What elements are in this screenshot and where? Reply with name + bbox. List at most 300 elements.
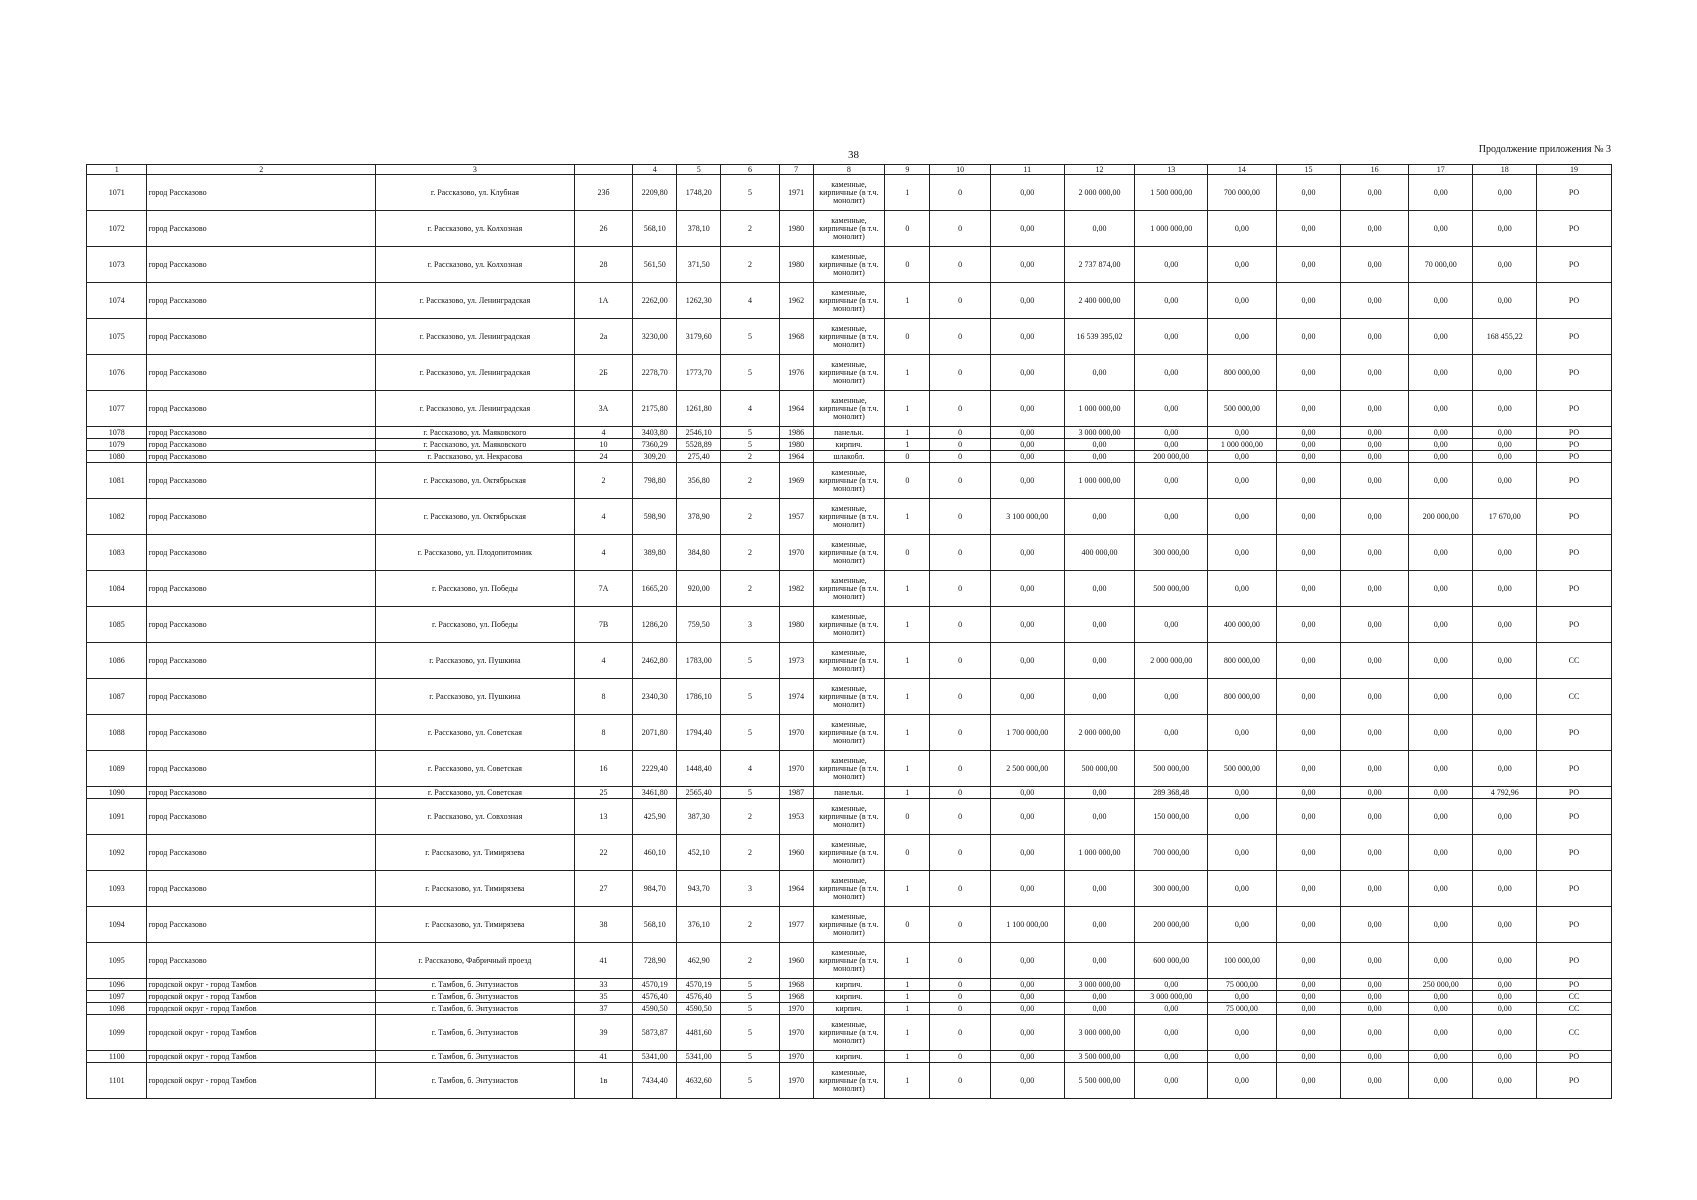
municipality-cell: город Рассказово [147,679,376,715]
address-cell: г. Рассказово, ул. Советская [375,751,574,787]
total-area-cell: 2175,80 [633,391,677,427]
col-11-cell: 1 700 000,00 [990,715,1064,751]
col-15-cell: 0,00 [1276,535,1341,571]
row-number-cell: 1101 [87,1063,147,1099]
table-row [87,607,1612,643]
col-11-cell: 0,00 [990,979,1064,991]
col-15-cell: 0,00 [1276,1015,1341,1051]
col-15-cell: 0,00 [1276,751,1341,787]
municipality-cell: город Рассказово [147,943,376,979]
col-16-cell: 0,00 [1341,607,1409,643]
col-19-cell: РО [1537,439,1612,451]
house-number-cell: 27 [574,871,632,907]
floors-cell: 5 [721,1015,779,1051]
col-18-cell: 0,00 [1473,907,1537,943]
col-15-cell: 0,00 [1276,175,1341,211]
floors-cell: 3 [721,607,779,643]
residential-area-cell: 356,80 [677,463,721,499]
year-built-cell: 1974 [779,679,813,715]
col-9-cell: 0 [885,319,930,355]
col-13-cell: 0,00 [1135,607,1208,643]
wall-material-cell: каменные, кирпичные (в т.ч. монолит) [813,175,885,211]
col-12-cell: 2 000 000,00 [1064,175,1135,211]
col-9-cell: 1 [885,1015,930,1051]
col-17-cell: 0,00 [1408,319,1473,355]
year-built-cell: 1987 [779,787,813,799]
wall-material-cell: кирпич. [813,1051,885,1063]
row-number-cell: 1085 [87,607,147,643]
floors-cell: 5 [721,679,779,715]
address-cell: г. Рассказово, ул. Некрасова [375,451,574,463]
wall-material-cell: каменные, кирпичные (в т.ч. монолит) [813,943,885,979]
col-10-cell: 0 [930,643,990,679]
house-number-cell: 41 [574,943,632,979]
floors-cell: 2 [721,211,779,247]
total-area-cell: 460,10 [633,835,677,871]
row-number-cell: 1071 [87,175,147,211]
col-9-cell: 1 [885,427,930,439]
residential-area-cell: 387,30 [677,799,721,835]
row-number-cell: 1075 [87,319,147,355]
residential-area-cell: 920,00 [677,571,721,607]
total-area-cell: 3230,00 [633,319,677,355]
col-17-cell: 70 000,00 [1408,247,1473,283]
col-16-cell: 0,00 [1341,439,1409,451]
col-19-cell: РО [1537,871,1612,907]
house-number-cell: 16 [574,751,632,787]
floors-cell: 2 [721,799,779,835]
col-16-cell: 0,00 [1341,535,1409,571]
residential-area-cell: 376,10 [677,907,721,943]
municipality-cell: город Рассказово [147,907,376,943]
row-number-cell: 1076 [87,355,147,391]
col-14-cell: 0,00 [1208,451,1277,463]
col-15-cell: 0,00 [1276,319,1341,355]
col-19-cell: РО [1537,571,1612,607]
col-11-cell: 0,00 [990,535,1064,571]
col-14-cell: 0,00 [1208,1015,1277,1051]
col-18-cell: 0,00 [1473,355,1537,391]
table-row [87,799,1612,835]
wall-material-cell: кирпич. [813,991,885,1003]
col-17-cell: 0,00 [1408,211,1473,247]
table-row [87,871,1612,907]
wall-material-cell: каменные, кирпичные (в т.ч. монолит) [813,799,885,835]
col-11-cell: 0,00 [990,439,1064,451]
col-13-cell: 200 000,00 [1135,907,1208,943]
column-number-17: 17 [1408,165,1473,175]
col-11-cell: 0,00 [990,787,1064,799]
col-16-cell: 0,00 [1341,643,1409,679]
residential-area-cell: 1794,40 [677,715,721,751]
col-11-cell: 0,00 [990,1063,1064,1099]
col-15-cell: 0,00 [1276,799,1341,835]
col-16-cell: 0,00 [1341,907,1409,943]
house-number-cell: 33 [574,979,632,991]
col-13-cell: 1 500 000,00 [1135,175,1208,211]
address-cell: г. Тамбов, б. Энтузиастов [375,991,574,1003]
col-18-cell: 0,00 [1473,871,1537,907]
year-built-cell: 1970 [779,715,813,751]
residential-area-cell: 759,50 [677,607,721,643]
total-area-cell: 425,90 [633,799,677,835]
col-10-cell: 0 [930,979,990,991]
column-number-5: 5 [677,165,721,175]
residential-area-cell: 452,10 [677,835,721,871]
col-13-cell: 0,00 [1135,319,1208,355]
col-16-cell: 0,00 [1341,1003,1409,1015]
column-number-19: 19 [1537,165,1612,175]
col-19-cell: РО [1537,1051,1612,1063]
col-9-cell: 1 [885,607,930,643]
col-12-cell: 3 000 000,00 [1064,1015,1135,1051]
col-16-cell: 0,00 [1341,211,1409,247]
wall-material-cell: каменные, кирпичные (в т.ч. монолит) [813,607,885,643]
col-15-cell: 0,00 [1276,907,1341,943]
total-area-cell: 7360,29 [633,439,677,451]
table-row [87,979,1612,991]
row-number-cell: 1088 [87,715,147,751]
house-number-cell: 38 [574,907,632,943]
address-cell: г. Рассказово, ул. Победы [375,607,574,643]
col-11-cell: 0,00 [990,247,1064,283]
address-cell: г. Рассказово, ул. Колхозная [375,211,574,247]
col-15-cell: 0,00 [1276,1003,1341,1015]
col-17-cell: 0,00 [1408,1063,1473,1099]
floors-cell: 2 [721,907,779,943]
house-number-cell: 24 [574,451,632,463]
col-12-cell: 5 500 000,00 [1064,1063,1135,1099]
floors-cell: 5 [721,643,779,679]
floors-cell: 5 [721,355,779,391]
wall-material-cell: кирпич. [813,439,885,451]
table-row [87,787,1612,799]
total-area-cell: 4576,40 [633,991,677,1003]
col-9-cell: 1 [885,439,930,451]
col-12-cell: 0,00 [1064,439,1135,451]
floors-cell: 5 [721,787,779,799]
row-number-cell: 1078 [87,427,147,439]
col-14-cell: 800 000,00 [1208,355,1277,391]
column-number-18: 18 [1473,165,1537,175]
address-cell: г. Рассказово, ул. Тимирязева [375,871,574,907]
col-11-cell: 3 100 000,00 [990,499,1064,535]
col-18-cell: 0,00 [1473,1015,1537,1051]
col-13-cell: 0,00 [1135,1003,1208,1015]
col-15-cell: 0,00 [1276,835,1341,871]
house-number-cell: 2а [574,319,632,355]
municipality-cell: город Рассказово [147,787,376,799]
col-18-cell: 0,00 [1473,535,1537,571]
col-9-cell: 0 [885,211,930,247]
house-number-cell: 13 [574,799,632,835]
col-9-cell: 0 [885,535,930,571]
address-cell: г. Рассказово, ул. Маяковского [375,427,574,439]
col-13-cell: 0,00 [1135,283,1208,319]
house-number-cell: 41 [574,1051,632,1063]
municipality-cell: город Рассказово [147,835,376,871]
col-14-cell: 0,00 [1208,799,1277,835]
col-13-cell: 300 000,00 [1135,871,1208,907]
address-cell: г. Тамбов, б. Энтузиастов [375,1051,574,1063]
row-number-cell: 1092 [87,835,147,871]
col-19-cell: РО [1537,175,1612,211]
col-11-cell: 2 500 000,00 [990,751,1064,787]
col-12-cell: 0,00 [1064,211,1135,247]
col-17-cell: 0,00 [1408,715,1473,751]
wall-material-cell: каменные, кирпичные (в т.ч. монолит) [813,1015,885,1051]
col-9-cell: 1 [885,355,930,391]
col-18-cell: 0,00 [1473,1051,1537,1063]
col-16-cell: 0,00 [1341,799,1409,835]
residential-area-cell: 2565,40 [677,787,721,799]
col-17-cell: 0,00 [1408,991,1473,1003]
total-area-cell: 2340,30 [633,679,677,715]
col-12-cell: 0,00 [1064,355,1135,391]
total-area-cell: 2462,80 [633,643,677,679]
page-number: 38 [848,149,859,161]
row-number-cell: 1080 [87,451,147,463]
residential-area-cell: 4570,19 [677,979,721,991]
wall-material-cell: каменные, кирпичные (в т.ч. монолит) [813,679,885,715]
col-17-cell: 0,00 [1408,283,1473,319]
wall-material-cell: каменные, кирпичные (в т.ч. монолит) [813,535,885,571]
col-12-cell: 0,00 [1064,643,1135,679]
address-cell: г. Рассказово, ул. Пушкина [375,679,574,715]
col-11-cell: 0,00 [990,571,1064,607]
row-number-cell: 1079 [87,439,147,451]
address-cell: г. Рассказово, ул. Ленинградская [375,391,574,427]
year-built-cell: 1970 [779,751,813,787]
floors-cell: 4 [721,391,779,427]
residential-area-cell: 5528,89 [677,439,721,451]
col-19-cell: РО [1537,283,1612,319]
column-number-13: 13 [1135,165,1208,175]
col-12-cell: 500 000,00 [1064,751,1135,787]
municipality-cell: город Рассказово [147,319,376,355]
col-10-cell: 0 [930,571,990,607]
col-18-cell: 0,00 [1473,679,1537,715]
wall-material-cell: каменные, кирпичные (в т.ч. монолит) [813,1063,885,1099]
row-number-cell: 1097 [87,991,147,1003]
column-number-12: 12 [1064,165,1135,175]
col-18-cell: 0,00 [1473,571,1537,607]
col-17-cell: 0,00 [1408,751,1473,787]
table-row [87,679,1612,715]
address-cell: г. Рассказово, ул. Пушкина [375,643,574,679]
floors-cell: 5 [721,1003,779,1015]
total-area-cell: 2071,80 [633,715,677,751]
col-14-cell: 0,00 [1208,283,1277,319]
house-number-cell: 3А [574,391,632,427]
column-number-6: 6 [721,165,779,175]
col-16-cell: 0,00 [1341,991,1409,1003]
col-18-cell: 0,00 [1473,427,1537,439]
house-number-cell: 4 [574,535,632,571]
address-cell: г. Рассказово, ул. Октябрьская [375,499,574,535]
col-17-cell: 0,00 [1408,835,1473,871]
column-number-1: 1 [87,165,147,175]
row-number-cell: 1083 [87,535,147,571]
total-area-cell: 5341,00 [633,1051,677,1063]
floors-cell: 2 [721,571,779,607]
col-9-cell: 1 [885,1051,930,1063]
row-number-cell: 1082 [87,499,147,535]
residential-area-cell: 1748,20 [677,175,721,211]
col-14-cell: 0,00 [1208,427,1277,439]
municipality-cell: город Рассказово [147,871,376,907]
col-16-cell: 0,00 [1341,283,1409,319]
col-17-cell: 0,00 [1408,427,1473,439]
wall-material-cell: каменные, кирпичные (в т.ч. монолит) [813,283,885,319]
municipality-cell: город Рассказово [147,535,376,571]
col-10-cell: 0 [930,871,990,907]
floors-cell: 5 [721,1051,779,1063]
address-cell: г. Рассказово, ул. Совхозная [375,799,574,835]
house-number-cell: 25 [574,787,632,799]
col-14-cell: 0,00 [1208,211,1277,247]
col-10-cell: 0 [930,451,990,463]
wall-material-cell: каменные, кирпичные (в т.ч. монолит) [813,571,885,607]
table-row [87,439,1612,451]
column-number-blank [574,165,632,175]
municipality-cell: городской округ - город Тамбов [147,979,376,991]
house-number-cell: 39 [574,1015,632,1051]
col-12-cell: 0,00 [1064,991,1135,1003]
col-16-cell: 0,00 [1341,751,1409,787]
col-14-cell: 500 000,00 [1208,391,1277,427]
row-number-cell: 1077 [87,391,147,427]
col-11-cell: 0,00 [990,175,1064,211]
municipality-cell: город Рассказово [147,175,376,211]
col-17-cell: 0,00 [1408,355,1473,391]
col-9-cell: 1 [885,643,930,679]
col-16-cell: 0,00 [1341,979,1409,991]
address-cell: г. Тамбов, б. Энтузиастов [375,1063,574,1099]
column-number-7: 7 [779,165,813,175]
col-19-cell: СС [1537,679,1612,715]
col-17-cell: 0,00 [1408,1015,1473,1051]
col-18-cell: 0,00 [1473,247,1537,283]
residential-area-cell: 4590,50 [677,1003,721,1015]
col-19-cell: РО [1537,451,1612,463]
col-17-cell: 0,00 [1408,679,1473,715]
col-16-cell: 0,00 [1341,943,1409,979]
col-11-cell: 0,00 [990,451,1064,463]
year-built-cell: 1969 [779,463,813,499]
wall-material-cell: панельн. [813,427,885,439]
col-12-cell: 3 000 000,00 [1064,427,1135,439]
table-row [87,463,1612,499]
total-area-cell: 598,90 [633,499,677,535]
municipality-cell: город Рассказово [147,427,376,439]
residential-area-cell: 275,40 [677,451,721,463]
col-14-cell: 0,00 [1208,247,1277,283]
col-9-cell: 1 [885,391,930,427]
total-area-cell: 7434,40 [633,1063,677,1099]
row-number-cell: 1081 [87,463,147,499]
col-9-cell: 0 [885,835,930,871]
wall-material-cell: каменные, кирпичные (в т.ч. монолит) [813,835,885,871]
floors-cell: 2 [721,943,779,979]
municipality-cell: город Рассказово [147,715,376,751]
total-area-cell: 3403,80 [633,427,677,439]
year-built-cell: 1973 [779,643,813,679]
col-19-cell: СС [1537,643,1612,679]
col-16-cell: 0,00 [1341,427,1409,439]
col-10-cell: 0 [930,463,990,499]
col-9-cell: 1 [885,715,930,751]
address-cell: г. Рассказово, ул. Плодопитомник [375,535,574,571]
col-13-cell: 3 000 000,00 [1135,991,1208,1003]
col-9-cell: 1 [885,979,930,991]
col-14-cell: 0,00 [1208,463,1277,499]
col-19-cell: РО [1537,799,1612,835]
col-9-cell: 1 [885,283,930,319]
floors-cell: 5 [721,319,779,355]
appendix-continuation-label: Продолжение приложения № 3 [1478,144,1611,155]
year-built-cell: 1970 [779,1015,813,1051]
residential-area-cell: 2546,10 [677,427,721,439]
col-19-cell: РО [1537,751,1612,787]
row-number-cell: 1099 [87,1015,147,1051]
col-13-cell: 0,00 [1135,679,1208,715]
col-14-cell: 0,00 [1208,715,1277,751]
residential-area-cell: 378,10 [677,211,721,247]
col-17-cell: 0,00 [1408,571,1473,607]
table-row [87,211,1612,247]
floors-cell: 2 [721,247,779,283]
col-10-cell: 0 [930,907,990,943]
col-9-cell: 1 [885,175,930,211]
col-18-cell: 0,00 [1473,991,1537,1003]
municipality-cell: городской округ - город Тамбов [147,1003,376,1015]
col-15-cell: 0,00 [1276,451,1341,463]
col-13-cell: 0,00 [1135,355,1208,391]
col-16-cell: 0,00 [1341,451,1409,463]
col-19-cell: РО [1537,463,1612,499]
address-cell: г. Рассказово, ул. Колхозная [375,247,574,283]
column-number-15: 15 [1276,165,1341,175]
col-11-cell: 0,00 [990,1003,1064,1015]
col-18-cell: 17 670,00 [1473,499,1537,535]
address-cell: г. Рассказово, ул. Маяковского [375,439,574,451]
house-number-cell: 26 [574,211,632,247]
col-15-cell: 0,00 [1276,283,1341,319]
col-14-cell: 0,00 [1208,787,1277,799]
row-number-cell: 1087 [87,679,147,715]
col-15-cell: 0,00 [1276,979,1341,991]
table-row [87,835,1612,871]
col-19-cell: РО [1537,319,1612,355]
col-16-cell: 0,00 [1341,835,1409,871]
col-13-cell: 0,00 [1135,1051,1208,1063]
row-number-cell: 1086 [87,643,147,679]
col-9-cell: 1 [885,679,930,715]
col-13-cell: 289 368,48 [1135,787,1208,799]
col-18-cell: 0,00 [1473,607,1537,643]
col-14-cell: 0,00 [1208,571,1277,607]
col-10-cell: 0 [930,1063,990,1099]
wall-material-cell: каменные, кирпичные (в т.ч. монолит) [813,319,885,355]
col-10-cell: 0 [930,439,990,451]
col-12-cell: 0,00 [1064,787,1135,799]
col-12-cell: 0,00 [1064,571,1135,607]
col-15-cell: 0,00 [1276,247,1341,283]
table-body [87,175,1612,1099]
col-11-cell: 0,00 [990,679,1064,715]
col-12-cell: 0,00 [1064,499,1135,535]
